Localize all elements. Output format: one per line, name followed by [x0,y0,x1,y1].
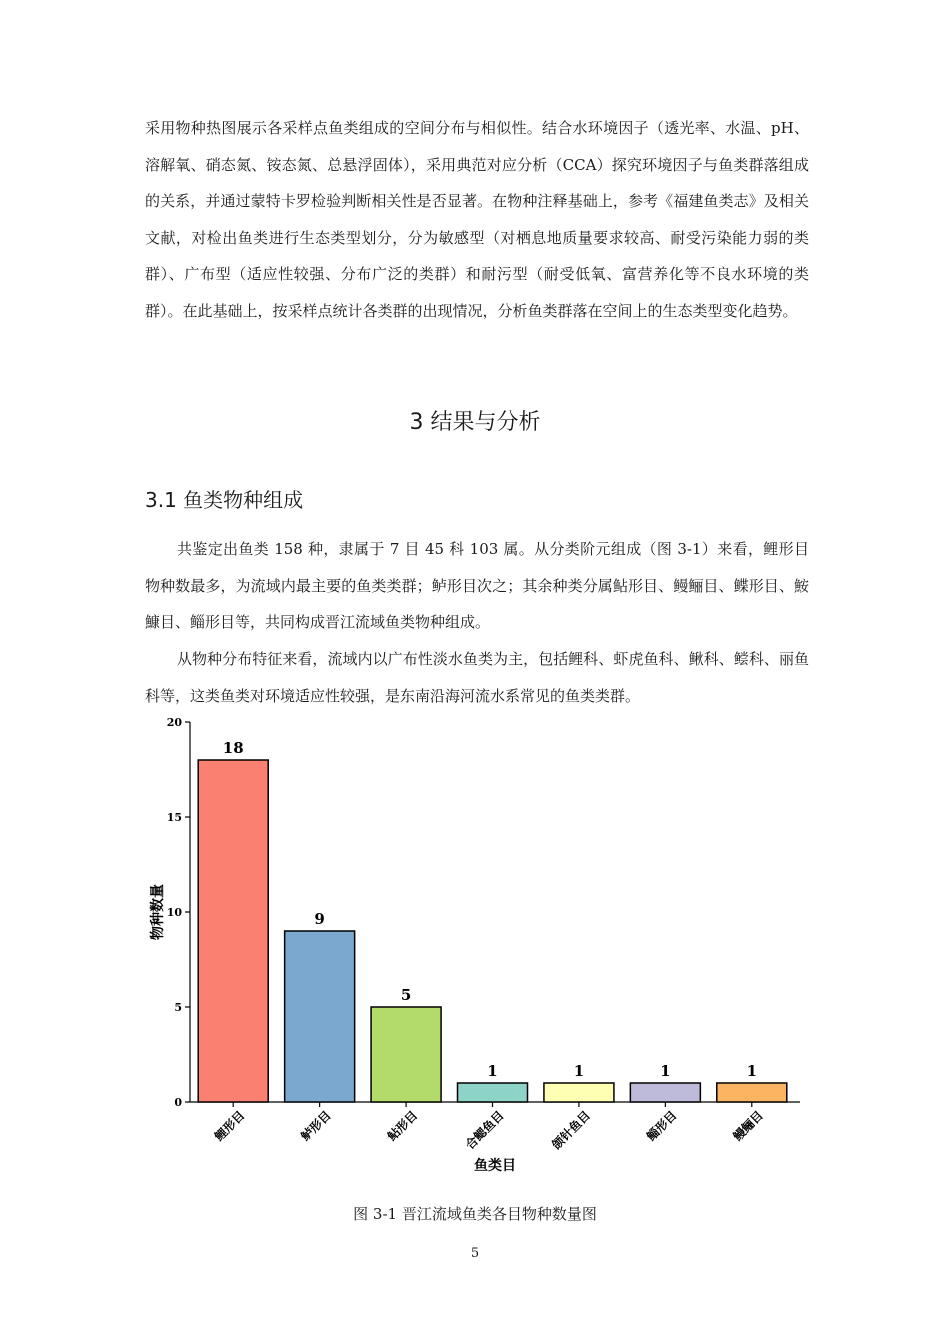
bar-6 [717,1083,787,1102]
bar-value-label: 5 [400,986,412,1004]
x-tick-label: 鲻形目 [644,1108,680,1144]
bar-value-label: 1 [660,1062,671,1080]
page-number: 5 [470,1246,480,1261]
bar-3 [458,1083,528,1102]
y-tick-label: 5 [174,1001,182,1014]
x-tick-label: 颌针鱼目 [549,1108,594,1153]
species-bar-chart [140,708,820,1198]
y-tick-label: 0 [174,1096,182,1109]
figure-caption: 图 3-1 晋江流域鱼类各目物种数量图 [353,1205,597,1223]
subsection-title: 3.1 鱼类物种组成 [145,488,304,512]
bar-value-label: 1 [573,1062,585,1080]
bar-value-label: 1 [487,1062,498,1080]
paragraph-2: 从物种分布特征来看，流域内以广布性淡水鱼类为主，包括鲤科、虾虎鱼科、鳅科、鲿科、丽鱼科等，这类鱼类对环境适应性较强，是东南沿海河流水系常见的鱼类类群。 [145,650,809,705]
y-tick-label: 20 [166,716,182,729]
paragraph-1: 共鉴定出鱼类 158 种，隶属于 7 目 45 科 103 属。从分类阶元组成（图 3-1）来看，鲤形目物种数最多，为流域内最主要的鱼类类群；鲈形目次之；其余种类分属鲇形目、鳗鲡目、鲽形目、鮟鱇目、鲻形目等，共同构成晋江流域鱼类物种组成。 [145,540,809,631]
x-tick-label: 鲈形目 [298,1108,334,1144]
bar-value-label: 1 [746,1062,758,1080]
x-tick-label: 合鳃鱼目 [462,1108,507,1153]
x-tick-label: 鲤形目 [211,1108,248,1144]
bar-0 [198,760,268,1102]
bar-value-label: 9 [314,910,325,928]
bar-1 [285,931,355,1102]
section-title: 3 结果与分析 [409,410,541,435]
bar-value-label: 18 [222,739,244,757]
bar-2 [371,1007,441,1102]
x-tick-label: 鲇形目 [384,1108,421,1144]
y-axis-label: 物种数量 [150,884,166,940]
x-tick-label: 鳗鲡目 [730,1108,766,1144]
bar-5 [630,1083,700,1102]
y-tick-label: 15 [166,811,182,824]
intro-paragraph: 采用物种热图展示各采样点鱼类组成的空间分布与相似性。结合水环境因子（透光率、水温、pH、溶解氧、硝态氮、铵态氮、总悬浮固体），采用典范对应分析（CCA）探究环境因子与鱼类群落组成的关系，并通过蒙特卡罗检验判断相关性是否显著。在物种注释基础上，参考《福建鱼类志》及相关文献，对检出鱼类进行生态类型划分，分为敏感型（对栖息地质量要求较高、耐受污染能力弱的类群）、广布型（适应性较强、分布广泛的类群）和耐污型（耐受低氧、富营养化等不良水环境的类群）。在此基础上，按采样点统计各类群的出现情况，分析鱼类群落在空间上的生态类型变化趋势。 [145,119,809,320]
y-tick-label: 10 [166,906,182,919]
bar-4 [544,1083,614,1102]
x-axis-label: 鱼类目 [474,1158,516,1174]
